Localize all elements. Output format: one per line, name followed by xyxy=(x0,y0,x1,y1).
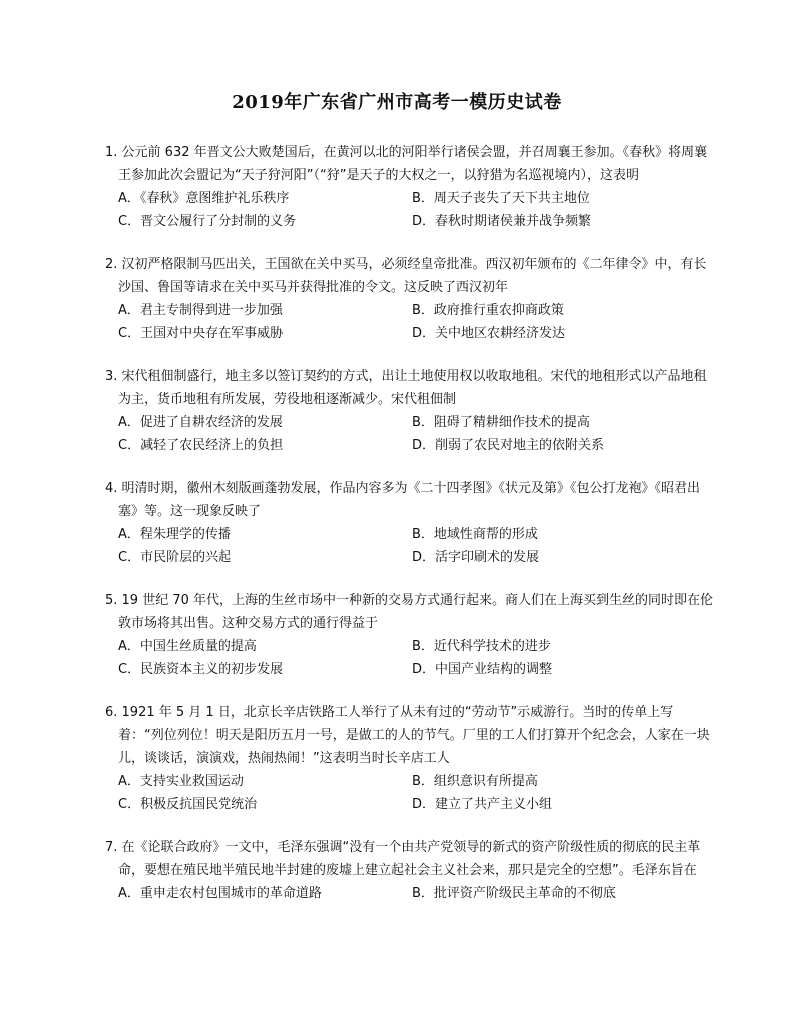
option-c: C．王国对中央存在军事威胁 xyxy=(118,326,284,341)
option-a: A．程朱理学的传播 xyxy=(118,527,231,542)
option-b: B．周天子丧失了天下共主地位 xyxy=(412,191,590,206)
option-a: A．促进了自耕农经济的发展 xyxy=(118,415,283,430)
question-list xyxy=(105,141,715,925)
question-stem: 5. 19 世纪 70 年代，上海的生丝市场中一种新的交易方式通行起来。商人们在上海买到生丝的同时即在伦敦市场将其出售。这种交易方式的通行得益于 xyxy=(105,593,714,631)
option-b: B．政府推行重农抑商政策 xyxy=(412,303,564,318)
question-stem: 2. 汉初严格限制马匹出关，王国欲在关中买马，必须经皇帝批准。西汉初年颁布的《二年律令》中，有长沙国、鲁国等请求在关中买马并获得批准的令文。这反映了西汉初年 xyxy=(105,257,707,295)
option-c: C．晋文公履行了分封制的义务 xyxy=(118,214,297,229)
option-list xyxy=(105,411,715,457)
option-a: A．中国生丝质量的提高 xyxy=(118,639,257,654)
option-list xyxy=(105,299,715,345)
option-b: B．组织意识有所提高 xyxy=(412,774,538,789)
option-d: D．中国产业结构的调整 xyxy=(412,662,553,677)
question-5 xyxy=(105,589,715,681)
page-title: 2019年广东省广州市高考一模历史试卷 xyxy=(232,92,562,113)
option-b: B．地域性商帮的形成 xyxy=(412,527,538,542)
option-a: A．君主专制得到进一步加强 xyxy=(118,303,283,318)
option-b: B．批评资产阶级民主革命的不彻底 xyxy=(412,886,616,901)
question-stem: 4. 明清时期，徽州木刻版画蓬勃发展，作品内容多为《二十四孝图》《状元及第》《包公打龙袍》《昭君出塞》等。这一现象反映了 xyxy=(105,481,701,519)
option-a: A．重申走农村包围城市的革命道路 xyxy=(118,886,322,901)
option-d: D．关中地区农耕经济发达 xyxy=(412,326,566,341)
option-d: D．建立了共产主义小组 xyxy=(412,797,553,812)
question-4 xyxy=(105,477,715,569)
option-list xyxy=(105,770,715,816)
option-list xyxy=(105,187,715,233)
option-list xyxy=(105,523,715,569)
option-b: B．近代科学技术的进步 xyxy=(412,639,551,654)
question-2 xyxy=(105,253,715,345)
option-d: D．春秋时期诸侯兼并战争频繁 xyxy=(412,214,592,229)
option-a: A．《春秋》意图维护礼乐秩序 xyxy=(118,191,290,206)
question-1 xyxy=(105,141,715,233)
question-stem: 3. 宋代租佃制盛行，地主多以签订契约的方式，出让土地使用权以收取地租。宋代的地租形式以产品地租为主，货币地租有所发展，劳役地租逐渐减少。宋代租佃制 xyxy=(105,369,707,407)
option-b: B．阻碍了精耕细作技术的提高 xyxy=(412,415,590,430)
question-3 xyxy=(105,365,715,457)
option-c: C．民族资本主义的初步发展 xyxy=(118,662,284,677)
question-stem: 6. 1921 年 5 月 1 日，北京长辛店铁路工人举行了从未有过的“劳动节”示威游行。当时的传单上写着：“列位列位！明天是阳历五月一号，是做工的人的节气。厂里的工人们打算开个纪念会，人家在一块儿，谈谈话，演演戏，热闹热闹！”这表明当时长辛店工人 xyxy=(105,705,710,766)
question-6 xyxy=(105,701,715,816)
question-7 xyxy=(105,836,715,905)
option-list xyxy=(105,882,715,905)
question-stem: 7. 在《论联合政府》一文中，毛泽东强调“没有一个由共产党领导的新式的资产阶级性质的彻底的民主革命，要想在殖民地半殖民地半封建的废墟上建立起社会主义社会来，那只是完全的空想”。毛泽东旨在 xyxy=(105,840,701,878)
option-c: C．市民阶层的兴起 xyxy=(118,550,232,565)
option-list xyxy=(105,635,715,681)
option-d: D．削弱了农民对地主的依附关系 xyxy=(412,438,605,453)
option-c: C．积极反抗国民党统治 xyxy=(118,797,258,812)
option-a: A．支持实业救国运动 xyxy=(118,774,244,789)
option-d: D．活字印刷术的发展 xyxy=(412,550,540,565)
question-stem: 1. 公元前 632 年晋文公大败楚国后，在黄河以北的河阳举行诸侯会盟，并召周襄王参加。《春秋》将周襄王参加此次会盟记为“天子狩河阳”（“狩”是天子的大权之一，以狩猎为名巡视境内），这表明 xyxy=(105,145,708,183)
option-c: C．减轻了农民经济上的负担 xyxy=(118,438,284,453)
